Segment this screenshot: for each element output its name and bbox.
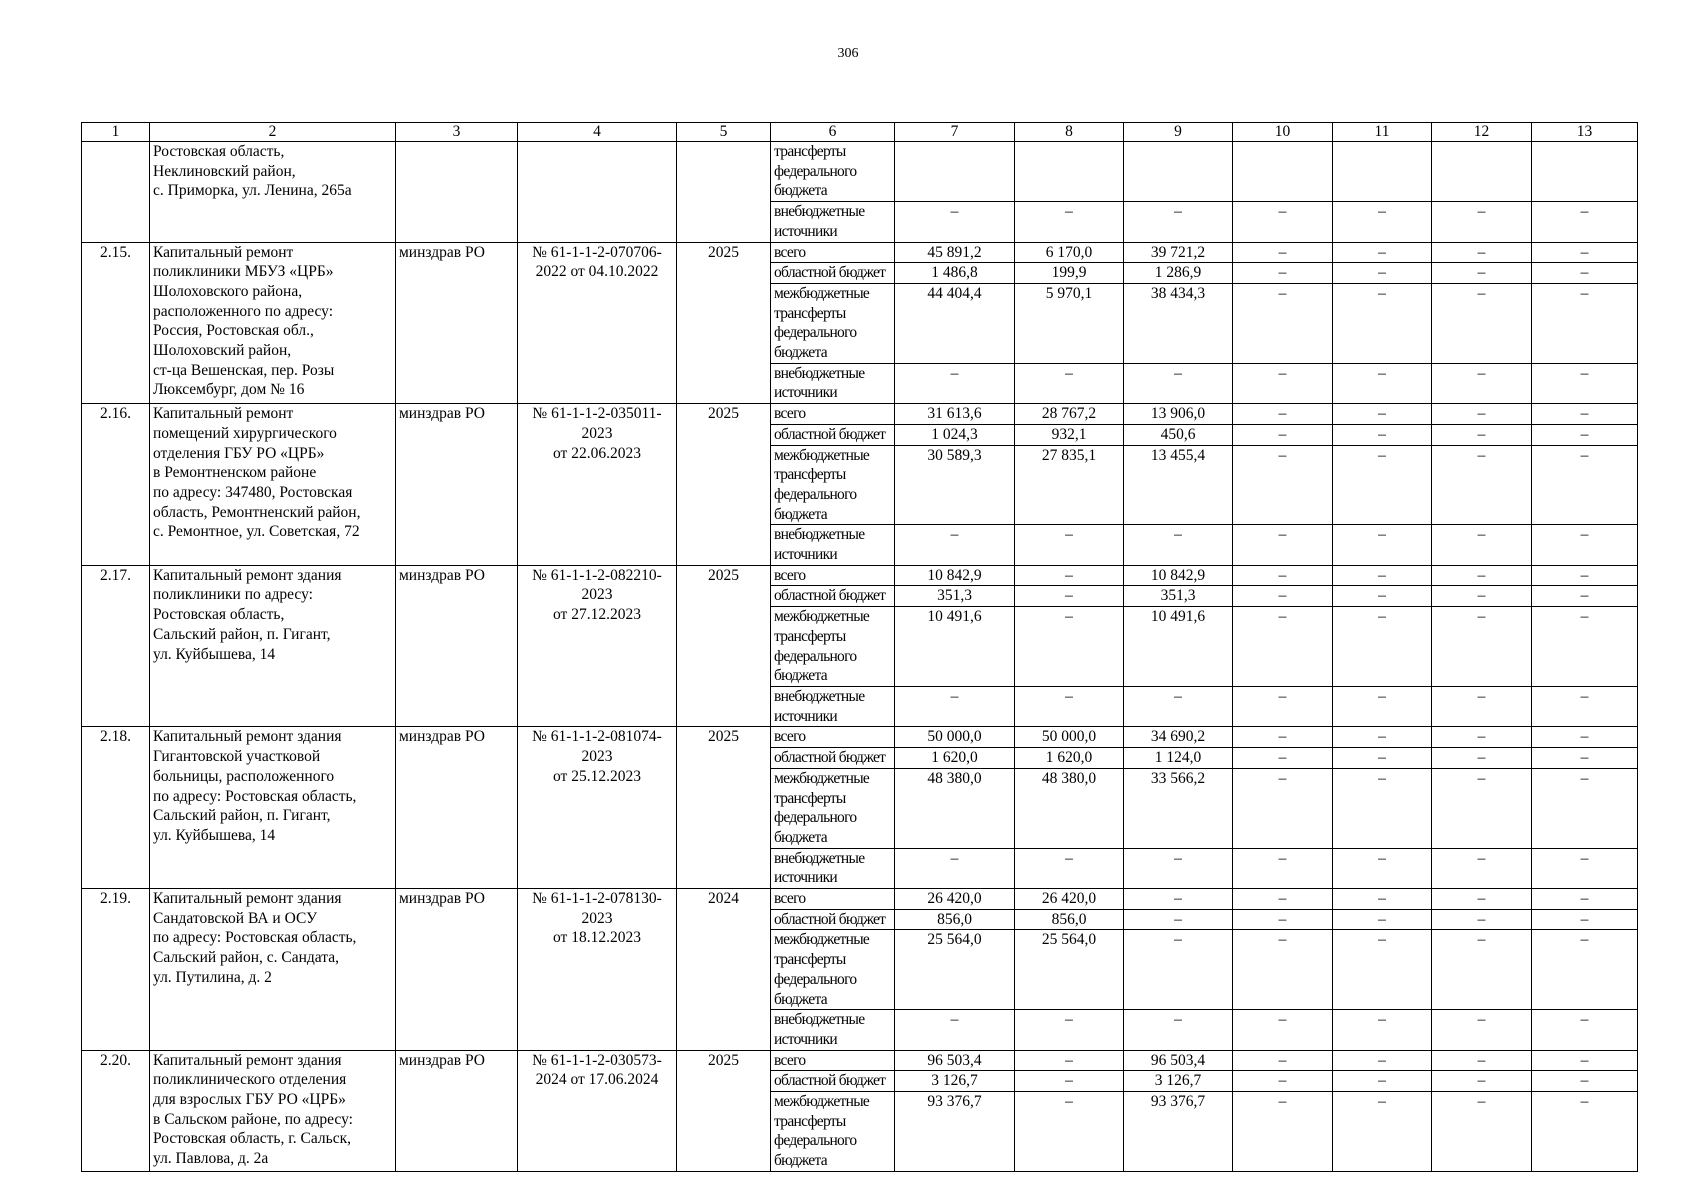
- value-cell: –: [1233, 424, 1333, 445]
- value-cell: 856,0: [895, 909, 1015, 930]
- table-body: [82, 142, 1638, 1172]
- value-cell: 30 589,3: [895, 445, 1015, 525]
- table-row: [82, 727, 1638, 748]
- value-cell: [1532, 142, 1638, 202]
- value-cell: [1432, 142, 1532, 202]
- value-cell: –: [1124, 889, 1233, 910]
- value-cell: –: [1432, 445, 1532, 525]
- value-cell: –: [1532, 1071, 1638, 1092]
- value-cell: –: [1233, 1010, 1333, 1050]
- row-number: 2.17.: [82, 565, 150, 727]
- value-cell: –: [1333, 727, 1432, 748]
- value-cell: –: [1532, 930, 1638, 1010]
- value-cell: –: [895, 525, 1015, 565]
- object-description: Капитальный ремонт здания поликлинического отделения для взрослых ГБУ РО «ЦРБ» в Сальском районе, по адресу: Ростовская область, г. Сальск, ул. Павлова, д. 2а: [150, 1050, 396, 1171]
- budget-table: [81, 122, 1638, 1172]
- value-cell: –: [1432, 607, 1532, 687]
- column-header-9: 9: [1124, 123, 1233, 142]
- value-cell: –: [1124, 1010, 1233, 1050]
- value-cell: –: [1532, 748, 1638, 769]
- value-cell: 10 491,6: [1124, 607, 1233, 687]
- value-cell: –: [1432, 889, 1532, 910]
- year: [677, 142, 771, 243]
- value-cell: –: [1432, 1071, 1532, 1092]
- value-cell: –: [1432, 1010, 1532, 1050]
- value-cell: –: [1333, 748, 1432, 769]
- funding-source-label: областной бюджет: [771, 586, 895, 607]
- value-cell: –: [1333, 242, 1432, 263]
- value-cell: 1 124,0: [1124, 748, 1233, 769]
- value-cell: –: [1233, 586, 1333, 607]
- value-cell: 44 404,4: [895, 283, 1015, 363]
- value-cell: –: [1432, 1092, 1532, 1172]
- row-number: 2.20.: [82, 1050, 150, 1171]
- value-cell: [1124, 142, 1233, 202]
- table-row: [82, 242, 1638, 263]
- document-number: № 61-1-1-2-082210- 2023 от 27.12.2023: [518, 565, 677, 727]
- value-cell: –: [1015, 848, 1124, 888]
- funding-source-label: межбюджетные трансферты федерального бюджета: [771, 768, 895, 848]
- value-cell: 856,0: [1015, 909, 1124, 930]
- value-cell: –: [1432, 686, 1532, 726]
- value-cell: 932,1: [1015, 424, 1124, 445]
- value-cell: –: [1333, 263, 1432, 284]
- object-description: Капитальный ремонт здания поликлиники по адресу: Ростовская область, Сальский район, п. Гигант, ул. Куйбышева, 14: [150, 565, 396, 727]
- value-cell: –: [1432, 283, 1532, 363]
- value-cell: –: [1532, 263, 1638, 284]
- funding-source-label: всего: [771, 242, 895, 263]
- column-header-4: 4: [518, 123, 677, 142]
- funding-source-label: межбюджетные трансферты федерального бюджета: [771, 607, 895, 687]
- document-number: [518, 142, 677, 243]
- value-cell: 34 690,2: [1124, 727, 1233, 748]
- column-header-5: 5: [677, 123, 771, 142]
- value-cell: –: [1333, 565, 1432, 586]
- year: 2024: [677, 889, 771, 1051]
- value-cell: –: [1233, 1071, 1333, 1092]
- value-cell: –: [1015, 363, 1124, 403]
- value-cell: 25 564,0: [1015, 930, 1124, 1010]
- value-cell: 26 420,0: [1015, 889, 1124, 910]
- value-cell: 39 721,2: [1124, 242, 1233, 263]
- column-header-12: 12: [1432, 123, 1532, 142]
- value-cell: –: [1233, 848, 1333, 888]
- value-cell: –: [1333, 909, 1432, 930]
- table-row: [82, 142, 1638, 202]
- value-cell: 351,3: [1124, 586, 1233, 607]
- column-header-13: 13: [1532, 123, 1638, 142]
- funding-source-label: межбюджетные трансферты федерального бюджета: [771, 283, 895, 363]
- funding-source-label: всего: [771, 727, 895, 748]
- value-cell: –: [1333, 1010, 1432, 1050]
- value-cell: –: [1532, 586, 1638, 607]
- value-cell: 199,9: [1015, 263, 1124, 284]
- document-number: № 61-1-1-2-070706- 2022 от 04.10.2022: [518, 242, 677, 404]
- value-cell: –: [1532, 363, 1638, 403]
- document-number: № 61-1-1-2-035011- 2023 от 22.06.2023: [518, 404, 677, 566]
- value-cell: 3 126,7: [1124, 1071, 1233, 1092]
- value-cell: –: [1432, 748, 1532, 769]
- value-cell: –: [1432, 404, 1532, 425]
- value-cell: –: [1015, 607, 1124, 687]
- value-cell: –: [1233, 404, 1333, 425]
- column-header-7: 7: [895, 123, 1015, 142]
- table-row: [82, 404, 1638, 425]
- value-cell: –: [1233, 565, 1333, 586]
- value-cell: 93 376,7: [1124, 1092, 1233, 1172]
- value-cell: –: [1432, 909, 1532, 930]
- value-cell: 6 170,0: [1015, 242, 1124, 263]
- year: 2025: [677, 242, 771, 404]
- value-cell: –: [1333, 1092, 1432, 1172]
- column-header-6: 6: [771, 123, 895, 142]
- year: 2025: [677, 404, 771, 566]
- row-number: 2.18.: [82, 727, 150, 889]
- value-cell: –: [1333, 1050, 1432, 1071]
- value-cell: –: [1532, 768, 1638, 848]
- value-cell: 48 380,0: [1015, 768, 1124, 848]
- value-cell: –: [895, 1010, 1015, 1050]
- year: 2025: [677, 565, 771, 727]
- column-header-11: 11: [1333, 123, 1432, 142]
- funding-source-label: трансферты федерального бюджета: [771, 142, 895, 202]
- value-cell: 96 503,4: [1124, 1050, 1233, 1071]
- value-cell: –: [1124, 202, 1233, 242]
- value-cell: 45 891,2: [895, 242, 1015, 263]
- value-cell: –: [1124, 363, 1233, 403]
- funding-source-label: межбюджетные трансферты федерального бюджета: [771, 1092, 895, 1172]
- value-cell: 93 376,7: [895, 1092, 1015, 1172]
- value-cell: –: [1532, 909, 1638, 930]
- page-number: 306: [837, 46, 859, 61]
- value-cell: –: [1532, 1050, 1638, 1071]
- value-cell: –: [1333, 525, 1432, 565]
- value-cell: –: [1233, 283, 1333, 363]
- value-cell: –: [1015, 525, 1124, 565]
- document-number: № 61-1-1-2-078130- 2023 от 18.12.2023: [518, 889, 677, 1051]
- value-cell: –: [1532, 848, 1638, 888]
- funding-source-label: внебюджетные источники: [771, 202, 895, 242]
- table-row: [82, 1050, 1638, 1071]
- funding-source-label: областной бюджет: [771, 748, 895, 769]
- value-cell: 450,6: [1124, 424, 1233, 445]
- value-cell: –: [1233, 748, 1333, 769]
- value-cell: –: [1124, 686, 1233, 726]
- value-cell: –: [1432, 586, 1532, 607]
- column-header-10: 10: [1233, 123, 1333, 142]
- value-cell: –: [1333, 607, 1432, 687]
- value-cell: –: [895, 202, 1015, 242]
- value-cell: –: [1233, 909, 1333, 930]
- funding-source-label: межбюджетные трансферты федерального бюджета: [771, 930, 895, 1010]
- value-cell: –: [1333, 283, 1432, 363]
- value-cell: –: [1333, 848, 1432, 888]
- value-cell: 3 126,7: [895, 1071, 1015, 1092]
- value-cell: –: [895, 686, 1015, 726]
- value-cell: –: [1432, 727, 1532, 748]
- value-cell: –: [1432, 263, 1532, 284]
- value-cell: –: [1124, 930, 1233, 1010]
- value-cell: 13 906,0: [1124, 404, 1233, 425]
- column-header-1: 1: [82, 123, 150, 142]
- value-cell: 31 613,6: [895, 404, 1015, 425]
- year: 2025: [677, 727, 771, 889]
- organization: минздрав РО: [396, 404, 518, 566]
- funding-source-label: областной бюджет: [771, 424, 895, 445]
- value-cell: –: [1532, 889, 1638, 910]
- value-cell: –: [1124, 909, 1233, 930]
- value-cell: –: [1532, 525, 1638, 565]
- value-cell: –: [1015, 1071, 1124, 1092]
- value-cell: [1333, 142, 1432, 202]
- value-cell: –: [1532, 727, 1638, 748]
- row-number: 2.16.: [82, 404, 150, 566]
- value-cell: 351,3: [895, 586, 1015, 607]
- object-description: Ростовская область, Неклиновский район, с. Приморка, ул. Ленина, 265а: [150, 142, 396, 243]
- value-cell: –: [1432, 363, 1532, 403]
- value-cell: –: [1333, 686, 1432, 726]
- value-cell: 27 835,1: [1015, 445, 1124, 525]
- organization: минздрав РО: [396, 565, 518, 727]
- value-cell: –: [1432, 768, 1532, 848]
- value-cell: –: [1333, 404, 1432, 425]
- row-number: 2.15.: [82, 242, 150, 404]
- table-row: [82, 565, 1638, 586]
- header-row: [82, 123, 1638, 142]
- column-header-8: 8: [1015, 123, 1124, 142]
- organization: минздрав РО: [396, 889, 518, 1051]
- value-cell: –: [1333, 889, 1432, 910]
- value-cell: [1015, 142, 1124, 202]
- value-cell: –: [1124, 525, 1233, 565]
- value-cell: –: [1532, 202, 1638, 242]
- value-cell: –: [1432, 565, 1532, 586]
- value-cell: –: [1532, 283, 1638, 363]
- value-cell: 50 000,0: [1015, 727, 1124, 748]
- value-cell: –: [1015, 565, 1124, 586]
- funding-source-label: всего: [771, 1050, 895, 1071]
- value-cell: –: [1233, 1092, 1333, 1172]
- value-cell: 50 000,0: [895, 727, 1015, 748]
- value-cell: –: [1532, 565, 1638, 586]
- value-cell: –: [1233, 202, 1333, 242]
- value-cell: –: [1233, 363, 1333, 403]
- value-cell: –: [1333, 424, 1432, 445]
- value-cell: –: [1333, 586, 1432, 607]
- value-cell: –: [1233, 889, 1333, 910]
- value-cell: –: [895, 848, 1015, 888]
- funding-source-label: всего: [771, 889, 895, 910]
- funding-source-label: внебюджетные источники: [771, 848, 895, 888]
- value-cell: –: [1432, 202, 1532, 242]
- funding-source-label: областной бюджет: [771, 263, 895, 284]
- value-cell: –: [1233, 525, 1333, 565]
- value-cell: –: [1233, 1050, 1333, 1071]
- value-cell: 96 503,4: [895, 1050, 1015, 1071]
- value-cell: –: [1432, 242, 1532, 263]
- value-cell: –: [1432, 424, 1532, 445]
- value-cell: –: [1233, 263, 1333, 284]
- value-cell: –: [1233, 242, 1333, 263]
- value-cell: –: [1233, 445, 1333, 525]
- value-cell: –: [1233, 930, 1333, 1010]
- value-cell: –: [1233, 686, 1333, 726]
- document-number: № 61-1-1-2-030573- 2024 от 17.06.2024: [518, 1050, 677, 1171]
- value-cell: –: [1015, 1092, 1124, 1172]
- organization: минздрав РО: [396, 727, 518, 889]
- value-cell: [1233, 142, 1333, 202]
- value-cell: 1 024,3: [895, 424, 1015, 445]
- document-number: № 61-1-1-2-081074- 2023 от 25.12.2023: [518, 727, 677, 889]
- funding-source-label: областной бюджет: [771, 909, 895, 930]
- year: 2025: [677, 1050, 771, 1171]
- value-cell: –: [1432, 848, 1532, 888]
- value-cell: –: [1532, 242, 1638, 263]
- funding-source-label: внебюджетные источники: [771, 525, 895, 565]
- value-cell: –: [1233, 727, 1333, 748]
- value-cell: [895, 142, 1015, 202]
- value-cell: –: [1015, 1010, 1124, 1050]
- value-cell: 1 486,8: [895, 263, 1015, 284]
- value-cell: 10 842,9: [1124, 565, 1233, 586]
- value-cell: 10 842,9: [895, 565, 1015, 586]
- value-cell: –: [1532, 686, 1638, 726]
- value-cell: –: [1015, 1050, 1124, 1071]
- value-cell: –: [1233, 607, 1333, 687]
- row-number: 2.19.: [82, 889, 150, 1051]
- column-header-3: 3: [396, 123, 518, 142]
- funding-source-label: внебюджетные источники: [771, 1010, 895, 1050]
- value-cell: –: [1333, 768, 1432, 848]
- value-cell: –: [1333, 445, 1432, 525]
- value-cell: –: [1015, 586, 1124, 607]
- object-description: Капитальный ремонт здания Гигантовской участковой больницы, расположенного по адресу: Ростовская область, Сальский район, п. Гигант, ул. Куйбышева, 14: [150, 727, 396, 889]
- value-cell: 10 491,6: [895, 607, 1015, 687]
- value-cell: 5 970,1: [1015, 283, 1124, 363]
- value-cell: –: [1532, 445, 1638, 525]
- value-cell: –: [1333, 1071, 1432, 1092]
- value-cell: –: [1333, 930, 1432, 1010]
- value-cell: –: [1432, 1050, 1532, 1071]
- object-description: Капитальный ремонт поликлиники МБУЗ «ЦРБ» Шолоховского района, расположенного по адресу: Россия, Ростовская обл., Шолоховский район, ст-ца Вешенская, пер. Розы Люксембург, дом № 16: [150, 242, 396, 404]
- funding-source-label: внебюджетные источники: [771, 686, 895, 726]
- value-cell: –: [1015, 686, 1124, 726]
- value-cell: –: [1432, 930, 1532, 1010]
- value-cell: –: [1233, 768, 1333, 848]
- value-cell: 13 455,4: [1124, 445, 1233, 525]
- value-cell: –: [1532, 1010, 1638, 1050]
- value-cell: 1 620,0: [895, 748, 1015, 769]
- value-cell: –: [1124, 848, 1233, 888]
- value-cell: –: [1432, 525, 1532, 565]
- row-number: [82, 142, 150, 243]
- value-cell: 33 566,2: [1124, 768, 1233, 848]
- value-cell: 25 564,0: [895, 930, 1015, 1010]
- funding-source-label: областной бюджет: [771, 1071, 895, 1092]
- funding-source-label: всего: [771, 404, 895, 425]
- value-cell: –: [1532, 1092, 1638, 1172]
- column-header-2: 2: [150, 123, 396, 142]
- funding-source-label: всего: [771, 565, 895, 586]
- value-cell: 38 434,3: [1124, 283, 1233, 363]
- funding-source-label: межбюджетные трансферты федерального бюджета: [771, 445, 895, 525]
- funding-source-label: внебюджетные источники: [771, 363, 895, 403]
- value-cell: –: [1532, 424, 1638, 445]
- value-cell: 1 286,9: [1124, 263, 1233, 284]
- value-cell: 28 767,2: [1015, 404, 1124, 425]
- value-cell: –: [1532, 404, 1638, 425]
- value-cell: –: [1333, 202, 1432, 242]
- organization: [396, 142, 518, 243]
- value-cell: 48 380,0: [895, 768, 1015, 848]
- table-row: [82, 889, 1638, 910]
- value-cell: –: [1333, 363, 1432, 403]
- value-cell: –: [895, 363, 1015, 403]
- object-description: Капитальный ремонт здания Сандатовской ВА и ОСУ по адресу: Ростовская область, Сальский район, с. Сандата, ул. Путилина, д. 2: [150, 889, 396, 1051]
- organization: минздрав РО: [396, 242, 518, 404]
- value-cell: 1 620,0: [1015, 748, 1124, 769]
- value-cell: –: [1015, 202, 1124, 242]
- object-description: Капитальный ремонт помещений хирургического отделения ГБУ РО «ЦРБ» в Ремонтненском районе по адресу: 347480, Ростовская область, Ремонтненский район, с. Ремонтное, ул. Советская, 72: [150, 404, 396, 566]
- value-cell: –: [1532, 607, 1638, 687]
- organization: минздрав РО: [396, 1050, 518, 1171]
- value-cell: 26 420,0: [895, 889, 1015, 910]
